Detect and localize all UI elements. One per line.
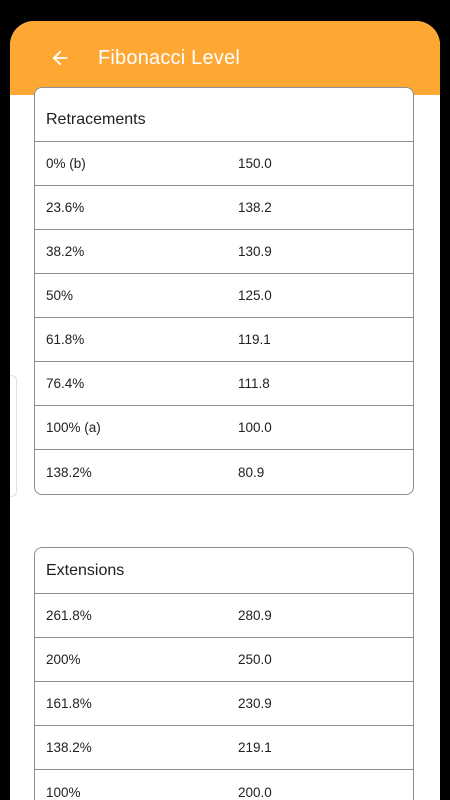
level-percent: 61.8% <box>46 332 85 347</box>
level-percent: 200% <box>46 652 81 667</box>
page-title: Fibonacci Level <box>98 46 240 69</box>
retracements-card <box>34 87 414 495</box>
level-value: 219.1 <box>238 740 272 755</box>
table-row <box>35 362 413 406</box>
table-row <box>35 450 413 494</box>
level-value: 111.8 <box>238 376 270 391</box>
table-row <box>35 274 413 318</box>
back-button[interactable] <box>40 38 80 78</box>
extensions-list <box>35 594 413 800</box>
arrow-left-icon <box>49 47 71 69</box>
table-row <box>35 186 413 230</box>
level-value: 150.0 <box>238 156 272 171</box>
table-row <box>35 594 413 638</box>
level-value: 280.9 <box>238 608 272 623</box>
extensions-header: Extensions <box>35 548 413 594</box>
app-bar <box>10 21 440 95</box>
level-percent: 138.2% <box>46 740 92 755</box>
edge-handle <box>10 375 17 497</box>
level-value: 200.0 <box>238 784 272 800</box>
level-percent: 138.2% <box>46 464 92 480</box>
level-percent: 161.8% <box>46 696 92 711</box>
table-row <box>35 726 413 770</box>
table-row <box>35 638 413 682</box>
table-row <box>35 230 413 274</box>
extensions-card <box>34 547 414 800</box>
level-value: 130.9 <box>238 244 272 259</box>
level-percent: 100% <box>46 784 81 800</box>
table-row <box>35 406 413 450</box>
level-percent: 0% (b) <box>46 156 86 171</box>
retracements-header: Retracements <box>35 88 413 142</box>
level-percent: 38.2% <box>46 244 85 259</box>
level-value: 80.9 <box>238 464 265 480</box>
level-percent: 100% (a) <box>46 420 101 435</box>
level-value: 125.0 <box>238 288 272 303</box>
table-row <box>35 318 413 362</box>
level-percent: 50% <box>46 288 74 303</box>
table-row <box>35 770 413 800</box>
content-scroll[interactable] <box>10 95 440 800</box>
level-percent: 76.4% <box>46 376 85 391</box>
level-percent: 23.6% <box>46 200 85 215</box>
table-row <box>35 142 413 186</box>
level-value: 138.2 <box>238 200 272 215</box>
app-screen <box>10 21 440 800</box>
level-value: 250.0 <box>238 652 272 667</box>
level-value: 100.0 <box>238 420 272 435</box>
table-row <box>35 682 413 726</box>
level-percent: 261.8% <box>46 608 92 623</box>
level-value: 119.1 <box>238 332 271 347</box>
retracements-list <box>35 142 413 494</box>
level-value: 230.9 <box>238 696 272 711</box>
